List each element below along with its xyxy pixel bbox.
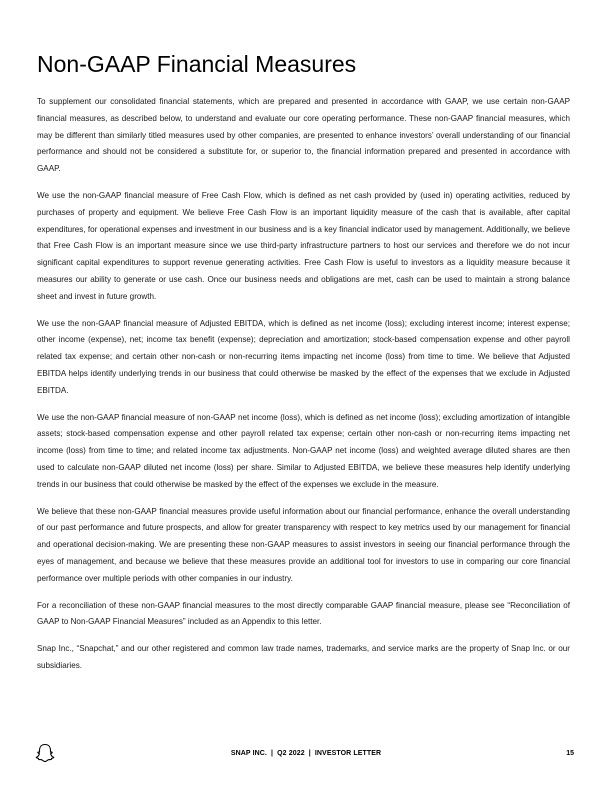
footer-company: SNAP INC.: [230, 750, 267, 757]
paragraph-non-gaap-net-income: We use the non-GAAP financial measure of non-GAAP net income (loss), which is defined as net income (loss); excluding amortization of intangible assets; stock-based compensation expense and other payroll related tax expense; certain other non-cash or non-recurring items impacting net income (loss) from time to time; and related income tax adjustments. Non-GAAP net income (loss) and weighted average diluted shares are then used to calculate non-GAAP diluted net income (loss) per share. Similar to Adjusted EBITDA, we believe these measures help identify underlying trends in our business that could otherwise be masked by the effect of the expenses we exclude in the measure.: [37, 412, 570, 489]
paragraph-free-cash-flow: We use the non-GAAP financial measure of Free Cash Flow, which is defined as net cash provided by (used in) operating activities, reduced by purchases of property and equipment. We believe Free Cash Flow is an important liquidity measure of the cash that is available, after capital expenditures, for operational expenses and investment in our business and is a key financial indicator used by management. Additionally, we believe that Free Cash Flow is an important measure since we use third-party infrastructure partners to host our services and therefore we do not incur significant capital expenditures to support revenue generating activities. Free Cash Flow is useful to investors as a liquidity measure because it measures our ability to generate or use cash. Once our business needs and obligations are met, cash can be used to maintain a strong balance sheet and invest in future growth.: [37, 190, 570, 301]
page-number: 15: [566, 750, 574, 757]
footer-document: INVESTOR LETTER: [314, 750, 382, 757]
footer-separator: |: [271, 750, 274, 757]
body-text: [37, 94, 570, 685]
paragraph-intro: To supplement our consolidated financial statements, which are prepared and presented in accordance with GAAP, we use certain non-GAAP financial measures, as described below, to understand and evaluate our core operating performance. These non-GAAP financial measures, which may be different than similarly titled measures used by other companies, are presented to enhance investors’ overall understanding of our financial performance and should not be considered a substitute for, or superior to, the financial information prepared and presented in accordance with GAAP.: [37, 97, 570, 174]
footer-period: Q2 2022: [277, 750, 305, 757]
paragraph-adjusted-ebitda: We use the non-GAAP financial measure of Adjusted EBITDA, which is defined as net income (loss); excluding interest income; interest expense; other income (expense), net; income tax benefit (expense); depreciation and amortization; stock-based compensation expense and other payroll related tax expense; and certain other non-cash or non-recurring items impacting net income (loss) from time to time. We believe that Adjusted EBITDA helps identify underlying trends in our business that could otherwise be masked by the effect of the expenses that we exclude in Adjusted EBITDA.: [37, 318, 570, 395]
paragraph-trademarks: Snap Inc., “Snapchat,” and our other registered and common law trade names, trademarks, and service marks are the property of Snap Inc. or our subsidiaries.: [37, 644, 570, 670]
footer-text: [0, 750, 612, 757]
page-title: Non-GAAP Financial Measures: [37, 51, 357, 77]
paragraph-usefulness: We believe that these non-GAAP financial measures provide useful information about our financial performance, enhance the overall understanding of our past performance and future prospects, and allow for greater transparency with respect to key metrics used by our management for financial and operational decision-making. We are presenting these non-GAAP measures to assist investors in seeing our financial performance through the eyes of management, and because we believe that these measures provide an additional tool for investors to use in comparing our core financial performance over multiple periods with other companies in our industry.: [37, 506, 570, 583]
footer-separator: |: [308, 750, 311, 757]
paragraph-reconciliation: For a reconciliation of these non-GAAP financial measures to the most directly comparable GAAP financial measure, please see “Reconciliation of GAAP to Non-GAAP Financial Measures” included as an Appendix to this letter.: [37, 600, 570, 627]
